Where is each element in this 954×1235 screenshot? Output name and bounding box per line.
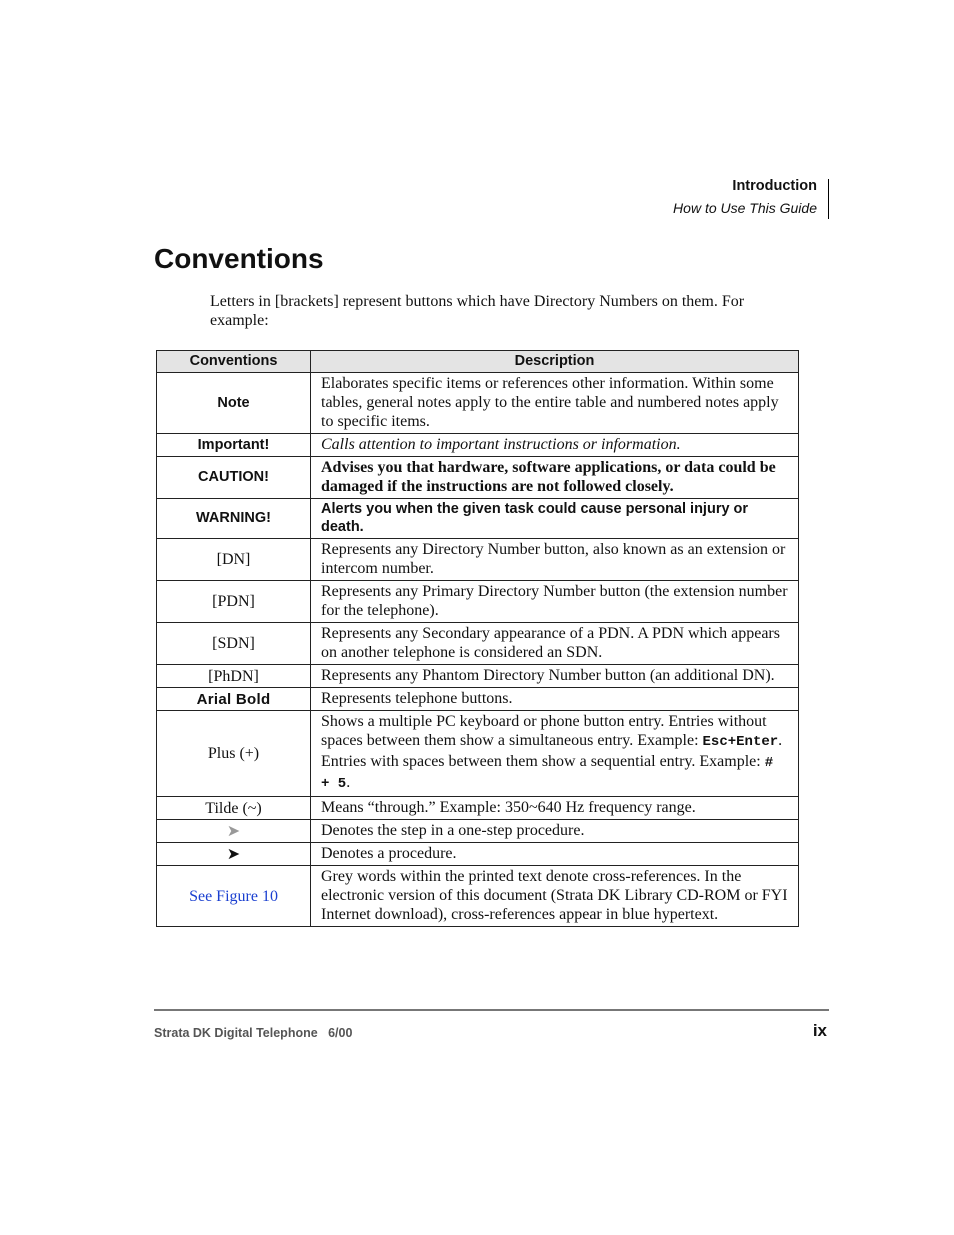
intro-paragraph: Letters in [brackets] represent buttons which have Directory Numbers on them. For example: (210, 293, 745, 329)
table-row (157, 457, 799, 499)
description-procedure: Denotes a procedure. (311, 843, 799, 866)
convention-arial-bold: Arial Bold (157, 688, 311, 711)
description-dn: Represents any Directory Number button, also known as an extension or intercom number. (311, 539, 799, 581)
table-row (157, 711, 799, 797)
convention-sdn: [SDN] (157, 623, 311, 665)
table-row (157, 688, 799, 711)
convention-pdn: [PDN] (157, 581, 311, 623)
convention-phdn: [PhDN] (157, 665, 311, 688)
description-tilde: Means “through.” Example: 350~640 Hz frequency range. (311, 797, 799, 820)
convention-warning: WARNING! (157, 499, 311, 539)
table-row (157, 665, 799, 688)
convention-caution: CAUTION! (157, 457, 311, 499)
table-row (157, 539, 799, 581)
convention-plus: Plus (+) (157, 711, 311, 797)
table-row (157, 820, 799, 843)
table-row (157, 797, 799, 820)
conventions-table (156, 350, 799, 927)
description-warning: Alerts you when the given task could cause personal injury or death. (311, 499, 799, 539)
description-note: Elaborates specific items or references other information. Within some tables, general notes apply to the entire table and numbered notes apply to specific items. (311, 373, 799, 434)
description-plus-part-c: . (346, 774, 351, 791)
table-row (157, 499, 799, 539)
table-row (157, 581, 799, 623)
page-number: ix (812, 1021, 827, 1040)
convention-dn: [DN] (157, 539, 311, 581)
footer-title: Strata DK Digital Telephone 6/00 (154, 1026, 353, 1040)
description-important: Calls attention to important instructions or information. (311, 434, 799, 457)
table-row (157, 623, 799, 665)
description-sdn: Represents any Secondary appearance of a PDN. A PDN which appears on another telephone is considered an SDN. (311, 623, 799, 665)
convention-note: Note (157, 373, 311, 434)
footer-rule (154, 1009, 829, 1011)
table-row (157, 373, 799, 434)
description-pdn: Represents any Primary Directory Number button (the extension number for the telephone). (311, 581, 799, 623)
description-cross-reference: Grey words within the printed text denote cross-references. In the electronic version of this document (Strata DK Library CD-ROM or FYI Internet download), cross-references appear in blue hypertext. (311, 866, 799, 927)
step-arrow-icon: ➤ (157, 820, 311, 843)
convention-tilde: Tilde (~) (157, 797, 311, 820)
description-caution: Advises you that hardware, software applications, or data could be damaged if the instructions are not followed closely. (311, 457, 799, 499)
convention-important: Important! (157, 434, 311, 457)
description-plus (311, 711, 799, 797)
description-plus-part-b: . Entries with spaces between them show a sequential entry. Example: (321, 732, 783, 770)
running-header-subsection: How to Use This Guide (673, 200, 817, 216)
page-title: Conventions (154, 243, 324, 274)
description-step: Denotes the step in a one-step procedure. (311, 820, 799, 843)
example-hash-plus-5: # + 5 (321, 755, 774, 792)
description-plus-part-a: Shows a multiple PC keyboard or phone button entry. Entries without spaces between them show a simultaneous entry. Example: (321, 713, 767, 749)
cross-reference-link[interactable]: See Figure 10 (157, 866, 311, 927)
table-row (157, 866, 799, 927)
header-rule (828, 179, 829, 219)
column-header-conventions: Conventions (157, 351, 311, 373)
description-phdn: Represents any Phantom Directory Number button (an additional DN). (311, 665, 799, 688)
description-arial-bold: Represents telephone buttons. (311, 688, 799, 711)
running-header-section: Introduction (732, 178, 817, 194)
column-header-description: Description (311, 351, 799, 373)
example-esc-enter: Esc+Enter (702, 734, 779, 750)
table-header-row (157, 351, 799, 373)
table-row (157, 843, 799, 866)
procedure-arrow-icon: ➤ (157, 843, 311, 866)
table-row (157, 434, 799, 457)
